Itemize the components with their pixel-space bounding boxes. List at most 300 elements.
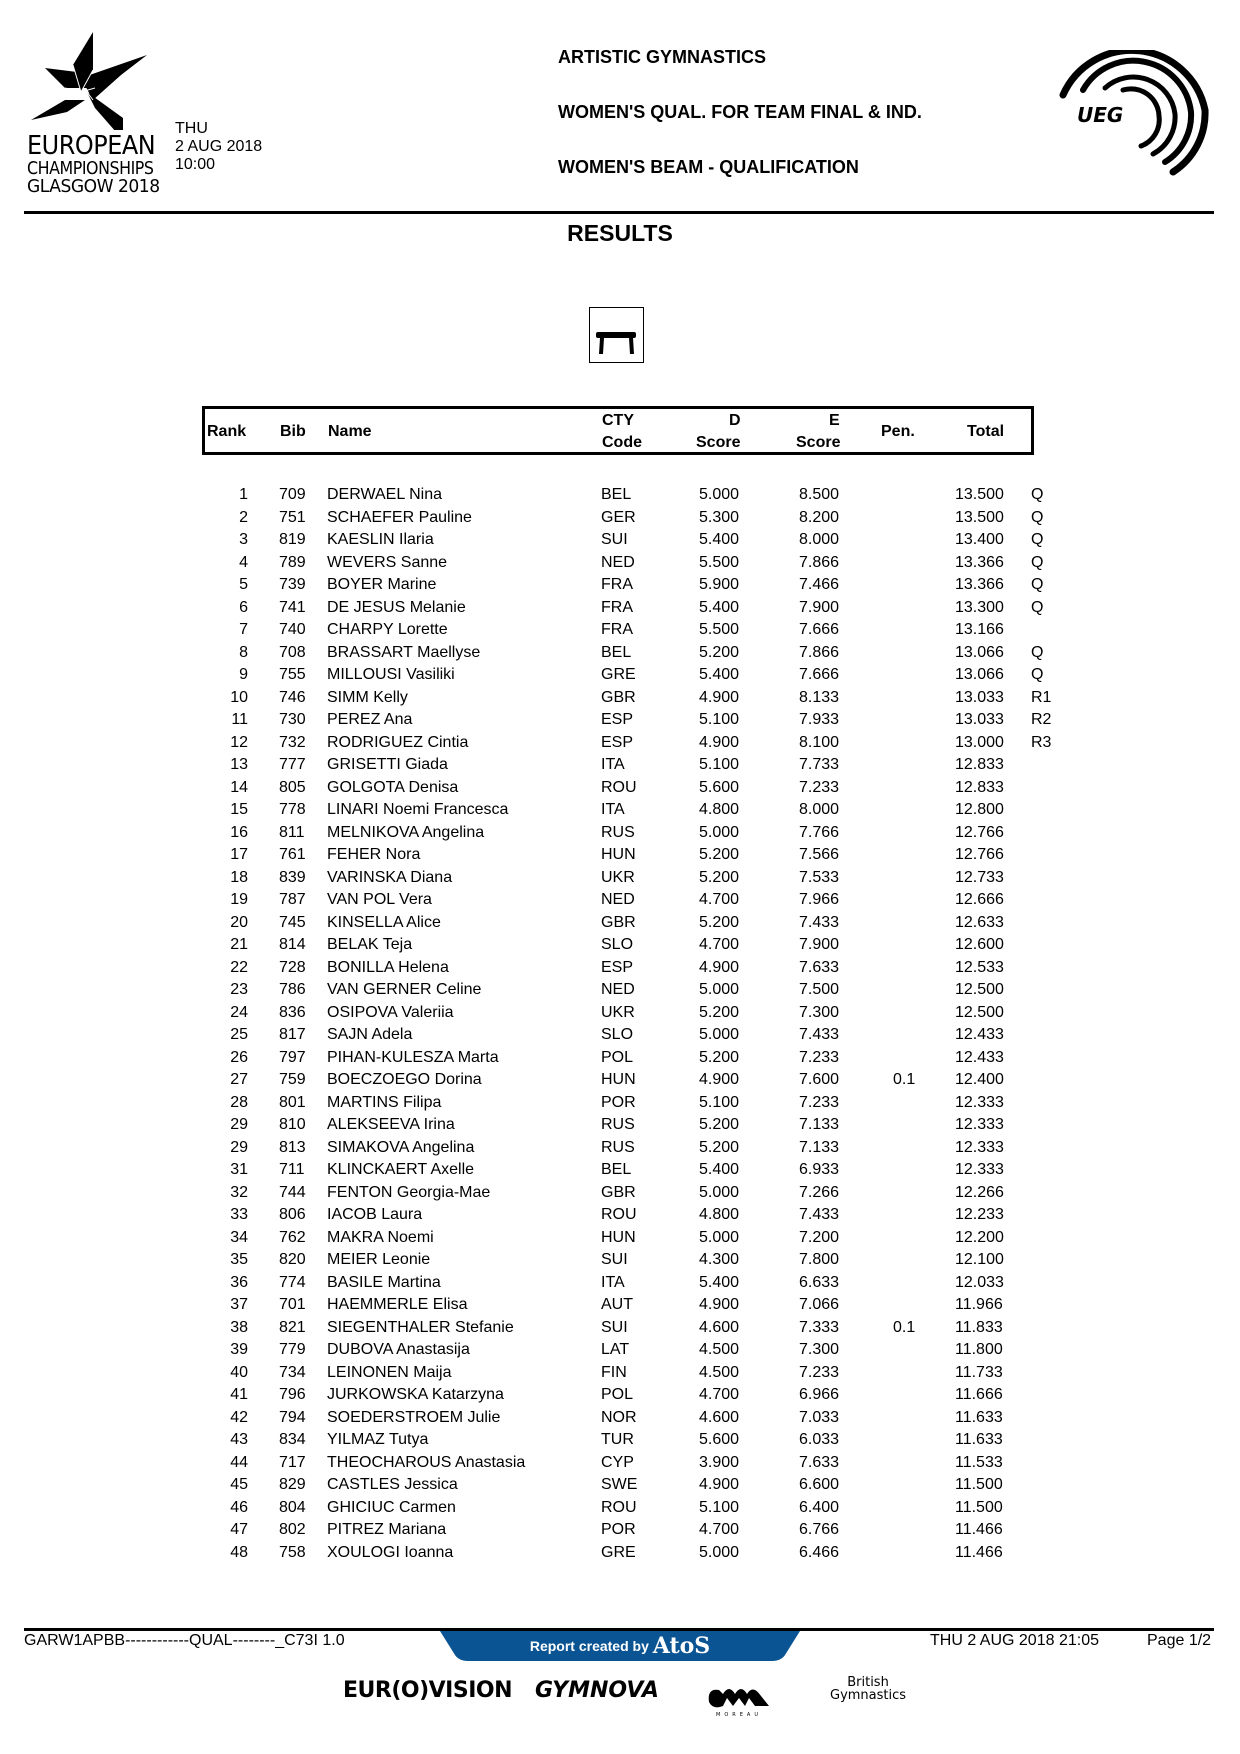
table-row xyxy=(0,957,1240,980)
qualification-mark: Q xyxy=(1031,576,1044,593)
d-score: 4.900 xyxy=(699,733,740,751)
e-score: 7.633 xyxy=(799,1453,840,1471)
athlete-name: BOECZOEGO Dorina xyxy=(327,1071,482,1088)
athlete-name: PIHAN-KULESZA Marta xyxy=(327,1048,499,1066)
d-score: 4.900 xyxy=(699,1071,740,1088)
event-title: WOMEN'S BEAM - QUALIFICATION xyxy=(558,157,859,177)
table-row xyxy=(0,1542,1240,1565)
athlete-name: SIMM Kelly xyxy=(327,688,408,706)
athlete-name: XOULOGI Ioanna xyxy=(327,1543,454,1561)
col-pen: Pen. xyxy=(881,423,915,440)
table-row xyxy=(0,1137,1240,1160)
country-code: BEL xyxy=(601,1161,632,1178)
athlete-name: FENTON Georgia-Mae xyxy=(327,1183,491,1201)
table-row xyxy=(0,1002,1240,1025)
country-code: UKR xyxy=(601,1003,635,1021)
bib-cell: 804 xyxy=(279,1498,306,1516)
col-rank: Rank xyxy=(207,423,247,440)
rank-cell: 44 xyxy=(230,1453,248,1471)
table-row xyxy=(0,1114,1240,1137)
total-score: 13.500 xyxy=(955,508,1004,526)
d-score: 5.400 xyxy=(699,531,740,548)
rank-cell: 21 xyxy=(230,936,248,953)
event-date-block xyxy=(175,120,262,174)
qualification-mark: Q xyxy=(1031,643,1044,661)
e-score: 7.133 xyxy=(799,1116,840,1133)
results-table-header xyxy=(202,406,1034,455)
d-score: 5.400 xyxy=(699,1161,740,1178)
d-score: 5.000 xyxy=(699,981,740,998)
bib-cell: 745 xyxy=(279,913,306,931)
country-code: HUN xyxy=(601,1228,636,1246)
bib-cell: 802 xyxy=(279,1521,306,1538)
athlete-name: MELNIKOVA Angelina xyxy=(327,823,485,841)
total-score: 13.066 xyxy=(955,666,1004,683)
rank-cell: 35 xyxy=(230,1251,248,1268)
table-row xyxy=(0,1092,1240,1115)
col-total: Total xyxy=(967,423,1005,440)
table-row xyxy=(0,619,1240,642)
country-code: ITA xyxy=(601,1273,625,1291)
rank-cell: 13 xyxy=(230,756,248,773)
e-score: 7.333 xyxy=(799,1318,840,1336)
penalty: 0.1 xyxy=(893,1318,916,1336)
rank-cell: 3 xyxy=(239,531,248,548)
rank-cell: 5 xyxy=(239,576,248,593)
total-score: 12.433 xyxy=(955,1048,1004,1066)
country-code: TUR xyxy=(601,1431,634,1448)
total-score: 11.733 xyxy=(955,1363,1003,1381)
penalty: 0.1 xyxy=(893,1071,916,1088)
table-row xyxy=(0,1362,1240,1385)
d-score: 5.500 xyxy=(699,553,740,571)
d-score: 5.100 xyxy=(699,711,740,728)
rank-cell: 31 xyxy=(230,1161,248,1178)
country-code: NED xyxy=(601,981,635,998)
country-code: BEL xyxy=(601,643,632,661)
table-row xyxy=(0,484,1240,507)
athlete-name: MAKRA Noemi xyxy=(327,1228,434,1246)
bib-cell: 829 xyxy=(279,1476,306,1493)
e-score: 7.266 xyxy=(799,1183,840,1201)
bib-cell: 744 xyxy=(279,1183,306,1201)
qualification-mark: R3 xyxy=(1031,733,1052,751)
sponsor-moreau-logo xyxy=(705,1680,773,1718)
e-score: 8.133 xyxy=(799,688,840,706)
sponsor-eurovision-logo: EUR(O)VISION xyxy=(343,1678,513,1703)
total-score: 12.233 xyxy=(955,1206,1004,1223)
rank-cell: 15 xyxy=(230,801,248,818)
country-code: SLO xyxy=(601,1026,634,1043)
table-row xyxy=(0,799,1240,822)
table-row xyxy=(0,1452,1240,1475)
col-name: Name xyxy=(328,423,372,440)
bib-cell: 786 xyxy=(279,981,306,998)
table-row xyxy=(0,979,1240,1002)
balance-beam-icon xyxy=(589,307,644,363)
bib-cell: 813 xyxy=(279,1138,306,1156)
e-score: 8.100 xyxy=(799,733,840,751)
d-score: 5.200 xyxy=(699,1138,740,1156)
table-row xyxy=(0,709,1240,732)
country-code: ROU xyxy=(601,778,637,796)
country-code: ESP xyxy=(601,711,634,728)
d-score: 5.200 xyxy=(699,913,740,931)
e-score: 7.233 xyxy=(799,1093,840,1111)
athlete-name: PITREZ Mariana xyxy=(327,1521,447,1538)
bib-cell: 801 xyxy=(279,1093,306,1111)
table-row xyxy=(0,1339,1240,1362)
country-code: NED xyxy=(601,891,635,908)
table-row xyxy=(0,1227,1240,1250)
e-score: 7.533 xyxy=(799,868,840,886)
table-row xyxy=(0,1272,1240,1295)
bib-cell: 797 xyxy=(279,1048,306,1066)
country-code: ESP xyxy=(601,958,634,976)
e-score: 7.766 xyxy=(799,823,840,841)
table-row xyxy=(0,1024,1240,1047)
col-e-top: E xyxy=(829,412,840,429)
total-score: 11.466 xyxy=(955,1521,1003,1538)
rank-cell: 36 xyxy=(230,1273,248,1291)
competition-title: WOMEN'S QUAL. FOR TEAM FINAL & IND. xyxy=(558,102,922,122)
col-d-bottom: Score xyxy=(696,434,741,451)
document-code: GARW1APBB------------QUAL--------_C73I 1.0 xyxy=(24,1632,345,1649)
athlete-name: THEOCHAROUS Anastasia xyxy=(327,1453,526,1471)
e-score: 7.433 xyxy=(799,1206,840,1223)
e-score: 7.733 xyxy=(799,756,840,773)
qualification-mark: Q xyxy=(1031,553,1044,571)
total-score: 12.333 xyxy=(955,1138,1004,1156)
rank-cell: 45 xyxy=(230,1476,248,1493)
qualification-mark: R1 xyxy=(1031,688,1052,706)
country-code: SWE xyxy=(601,1476,638,1493)
e-score: 6.466 xyxy=(799,1543,840,1561)
e-score: 8.500 xyxy=(799,486,840,503)
rank-cell: 33 xyxy=(230,1206,248,1223)
country-code: RUS xyxy=(601,1116,635,1133)
athlete-name: SIMAKOVA Angelina xyxy=(327,1138,475,1156)
country-code: ITA xyxy=(601,756,625,773)
bib-cell: 839 xyxy=(279,868,306,886)
country-code: SUI xyxy=(601,1318,628,1336)
athlete-name: BRASSART Maellyse xyxy=(327,643,481,661)
d-score: 5.100 xyxy=(699,1093,740,1111)
rank-cell: 9 xyxy=(239,666,248,683)
col-cty-top: CTY xyxy=(602,412,634,429)
d-score: 4.700 xyxy=(699,936,740,953)
rank-cell: 23 xyxy=(230,981,248,998)
d-score: 4.700 xyxy=(699,1386,740,1403)
bib-cell: 746 xyxy=(279,688,306,706)
athlete-name: VAN GERNER Celine xyxy=(327,981,482,998)
rank-cell: 14 xyxy=(230,778,248,796)
athlete-name: SAJN Adela xyxy=(327,1026,413,1043)
ueg-logo-text: UEG xyxy=(1077,103,1124,127)
rank-cell: 25 xyxy=(230,1026,248,1043)
table-row xyxy=(0,867,1240,890)
rank-cell: 26 xyxy=(230,1048,248,1066)
total-score: 12.500 xyxy=(955,981,1004,998)
rank-cell: 8 xyxy=(239,643,248,661)
country-code: FRA xyxy=(601,621,633,638)
rank-cell: 20 xyxy=(230,913,248,931)
table-row xyxy=(0,754,1240,777)
total-score: 13.366 xyxy=(955,553,1004,571)
rank-cell: 22 xyxy=(230,958,248,976)
e-score: 7.866 xyxy=(799,553,840,571)
qualification-mark: Q xyxy=(1031,486,1044,503)
e-score: 6.933 xyxy=(799,1161,840,1178)
e-score: 7.800 xyxy=(799,1251,840,1268)
athlete-name: LEINONEN Maija xyxy=(327,1363,452,1381)
british-text: British xyxy=(847,1675,889,1690)
total-score: 12.333 xyxy=(955,1093,1004,1111)
athlete-name: BASILE Martina xyxy=(327,1273,441,1291)
athlete-name: SOEDERSTROEM Julie xyxy=(327,1408,501,1426)
bib-cell: 711 xyxy=(279,1161,305,1178)
col-bib: Bib xyxy=(280,423,306,440)
e-score: 7.666 xyxy=(799,621,840,638)
d-score: 4.900 xyxy=(699,958,740,976)
d-score: 4.700 xyxy=(699,1521,740,1538)
total-score: 13.366 xyxy=(955,576,1004,593)
header-divider xyxy=(24,211,1214,214)
qualification-mark: R2 xyxy=(1031,711,1052,728)
rank-cell: 46 xyxy=(230,1498,248,1516)
event-day: THU xyxy=(175,120,208,137)
total-score: 13.300 xyxy=(955,598,1004,616)
athlete-name: IACOB Laura xyxy=(327,1206,423,1223)
bib-cell: 762 xyxy=(279,1228,306,1246)
table-row xyxy=(0,822,1240,845)
d-score: 5.200 xyxy=(699,1003,740,1021)
rank-cell: 6 xyxy=(239,598,248,616)
country-code: POL xyxy=(601,1386,634,1403)
country-code: POR xyxy=(601,1093,636,1111)
d-score: 5.000 xyxy=(699,486,740,503)
athlete-name: WEVERS Sanne xyxy=(327,553,448,571)
total-score: 12.766 xyxy=(955,846,1004,863)
bib-cell: 787 xyxy=(279,891,306,908)
bib-cell: 734 xyxy=(279,1363,306,1381)
rank-cell: 7 xyxy=(239,621,248,638)
d-score: 5.200 xyxy=(699,1048,740,1066)
country-code: SLO xyxy=(601,936,634,953)
e-score: 6.600 xyxy=(799,1476,840,1493)
bib-cell: 774 xyxy=(279,1273,306,1291)
d-score: 4.300 xyxy=(699,1251,740,1268)
total-score: 11.533 xyxy=(955,1453,1003,1471)
athlete-name: DUBOVA Anastasija xyxy=(327,1341,470,1358)
rank-cell: 12 xyxy=(230,733,248,751)
e-score: 7.866 xyxy=(799,643,840,661)
table-row xyxy=(0,1519,1240,1542)
table-row xyxy=(0,1384,1240,1407)
athlete-name: PEREZ Ana xyxy=(327,711,413,728)
qualification-mark: Q xyxy=(1031,598,1044,616)
d-score: 5.400 xyxy=(699,598,740,616)
athlete-name: RODRIGUEZ Cintia xyxy=(327,733,469,751)
d-score: 5.500 xyxy=(699,621,740,638)
col-cty-bottom: Code xyxy=(602,434,642,451)
country-code: SUI xyxy=(601,1251,628,1268)
d-score: 4.700 xyxy=(699,891,740,908)
bib-cell: 777 xyxy=(279,756,306,773)
total-score: 12.333 xyxy=(955,1116,1004,1133)
bib-cell: 759 xyxy=(279,1071,306,1088)
country-code: SUI xyxy=(601,531,628,548)
rank-cell: 1 xyxy=(239,486,248,503)
e-score: 7.033 xyxy=(799,1408,840,1426)
d-score: 4.500 xyxy=(699,1341,740,1358)
total-score: 11.633 xyxy=(955,1408,1003,1426)
d-score: 4.600 xyxy=(699,1408,740,1426)
bib-cell: 758 xyxy=(279,1543,306,1561)
total-score: 12.333 xyxy=(955,1161,1004,1178)
bib-cell: 728 xyxy=(279,958,306,976)
e-score: 7.566 xyxy=(799,846,840,863)
total-score: 12.666 xyxy=(955,891,1004,908)
athlete-name: MILLOUSI Vasiliki xyxy=(327,666,455,683)
discipline-title: ARTISTIC GYMNASTICS xyxy=(558,47,767,67)
e-score: 8.000 xyxy=(799,531,840,548)
bib-cell: 732 xyxy=(279,733,306,751)
athlete-name: DERWAEL Nina xyxy=(327,486,442,503)
rank-cell: 34 xyxy=(230,1228,248,1246)
ueg-logo-icon xyxy=(1055,50,1215,180)
country-code: UKR xyxy=(601,868,635,886)
table-row xyxy=(0,912,1240,935)
rank-cell: 28 xyxy=(230,1093,248,1111)
athlete-name: YILMAZ Tutya xyxy=(327,1431,429,1448)
table-row xyxy=(0,574,1240,597)
athlete-name: VAN POL Vera xyxy=(327,891,432,908)
e-score: 7.500 xyxy=(799,981,840,998)
d-score: 5.100 xyxy=(699,756,740,773)
country-code: BEL xyxy=(601,486,632,503)
total-score: 11.466 xyxy=(955,1543,1003,1561)
country-code: POR xyxy=(601,1521,636,1538)
athlete-name: MEIER Leonie xyxy=(327,1251,431,1268)
country-code: GRE xyxy=(601,666,636,683)
country-code: AUT xyxy=(601,1296,633,1313)
bib-cell: 820 xyxy=(279,1251,306,1268)
table-row xyxy=(0,1474,1240,1497)
e-score: 7.966 xyxy=(799,891,840,908)
bib-cell: 805 xyxy=(279,778,306,796)
bib-cell: 789 xyxy=(279,553,306,571)
rank-cell: 48 xyxy=(230,1543,248,1561)
country-code: HUN xyxy=(601,1071,636,1088)
total-score: 13.400 xyxy=(955,531,1004,548)
athlete-name: HAEMMERLE Elisa xyxy=(327,1296,468,1313)
d-score: 4.900 xyxy=(699,1296,740,1313)
atos-logo: AtoS xyxy=(652,1633,711,1659)
e-score: 7.900 xyxy=(799,936,840,953)
e-score: 7.066 xyxy=(799,1296,840,1313)
athlete-name: VARINSKA Diana xyxy=(327,868,453,886)
e-score: 7.300 xyxy=(799,1003,840,1021)
d-score: 5.200 xyxy=(699,643,740,661)
sponsor-british-gymnastics-logo xyxy=(830,1676,906,1702)
bib-cell: 817 xyxy=(279,1026,306,1043)
country-code: ESP xyxy=(601,733,634,751)
athlete-name: DE JESUS Melanie xyxy=(327,598,466,616)
country-code: RUS xyxy=(601,823,635,841)
event-date: 2 AUG 2018 xyxy=(175,138,263,155)
d-score: 5.100 xyxy=(699,1498,740,1516)
bib-cell: 740 xyxy=(279,621,306,638)
bib-cell: 701 xyxy=(279,1296,306,1313)
bib-cell: 708 xyxy=(279,643,306,661)
bib-cell: 761 xyxy=(279,846,306,863)
total-score: 13.066 xyxy=(955,643,1004,661)
d-score: 5.000 xyxy=(699,1183,740,1201)
bib-cell: 709 xyxy=(279,486,306,503)
country-code: FRA xyxy=(601,598,633,616)
rank-cell: 2 xyxy=(239,508,248,526)
table-row xyxy=(0,1497,1240,1520)
e-score: 7.600 xyxy=(799,1071,840,1088)
d-score: 5.600 xyxy=(699,778,740,796)
e-score: 7.633 xyxy=(799,958,840,976)
total-score: 12.200 xyxy=(955,1228,1004,1246)
total-score: 11.833 xyxy=(955,1318,1003,1336)
athlete-name: GRISETTI Giada xyxy=(327,756,448,773)
rank-cell: 24 xyxy=(230,1003,248,1021)
table-row xyxy=(0,597,1240,620)
total-score: 12.433 xyxy=(955,1026,1004,1043)
rank-cell: 42 xyxy=(230,1408,248,1426)
rank-cell: 18 xyxy=(230,868,248,886)
european-championships-logo xyxy=(25,30,175,200)
table-row xyxy=(0,1249,1240,1272)
e-score: 7.900 xyxy=(799,598,840,616)
athlete-name: BOYER Marine xyxy=(327,576,437,593)
total-score: 12.533 xyxy=(955,958,1004,976)
rank-cell: 16 xyxy=(230,823,248,841)
athlete-name: CHARPY Lorette xyxy=(327,621,448,638)
table-row xyxy=(0,1182,1240,1205)
athlete-name: SIEGENTHALER Stefanie xyxy=(327,1318,514,1336)
e-score: 7.200 xyxy=(799,1228,840,1246)
athlete-name: BONILLA Helena xyxy=(327,958,449,976)
total-score: 12.833 xyxy=(955,778,1004,796)
rank-cell: 40 xyxy=(230,1363,248,1381)
athlete-name: CASTLES Jessica xyxy=(327,1476,458,1493)
country-code: GER xyxy=(601,508,636,526)
e-score: 7.300 xyxy=(799,1341,840,1358)
rank-cell: 4 xyxy=(239,553,248,571)
table-row xyxy=(0,1429,1240,1452)
table-row xyxy=(0,664,1240,687)
total-score: 11.500 xyxy=(955,1476,1003,1493)
table-row xyxy=(0,1204,1240,1227)
d-score: 5.000 xyxy=(699,823,740,841)
report-credit-band xyxy=(440,1631,800,1661)
rank-cell: 41 xyxy=(230,1386,248,1403)
table-row xyxy=(0,1294,1240,1317)
country-code: POL xyxy=(601,1048,634,1066)
d-score: 3.900 xyxy=(699,1453,740,1471)
qualification-mark: Q xyxy=(1031,508,1044,526)
d-score: 5.900 xyxy=(699,576,740,593)
bib-cell: 814 xyxy=(279,936,306,953)
athlete-name: GHICIUC Carmen xyxy=(327,1498,456,1516)
total-score: 11.500 xyxy=(955,1498,1003,1516)
bib-cell: 751 xyxy=(279,508,306,526)
